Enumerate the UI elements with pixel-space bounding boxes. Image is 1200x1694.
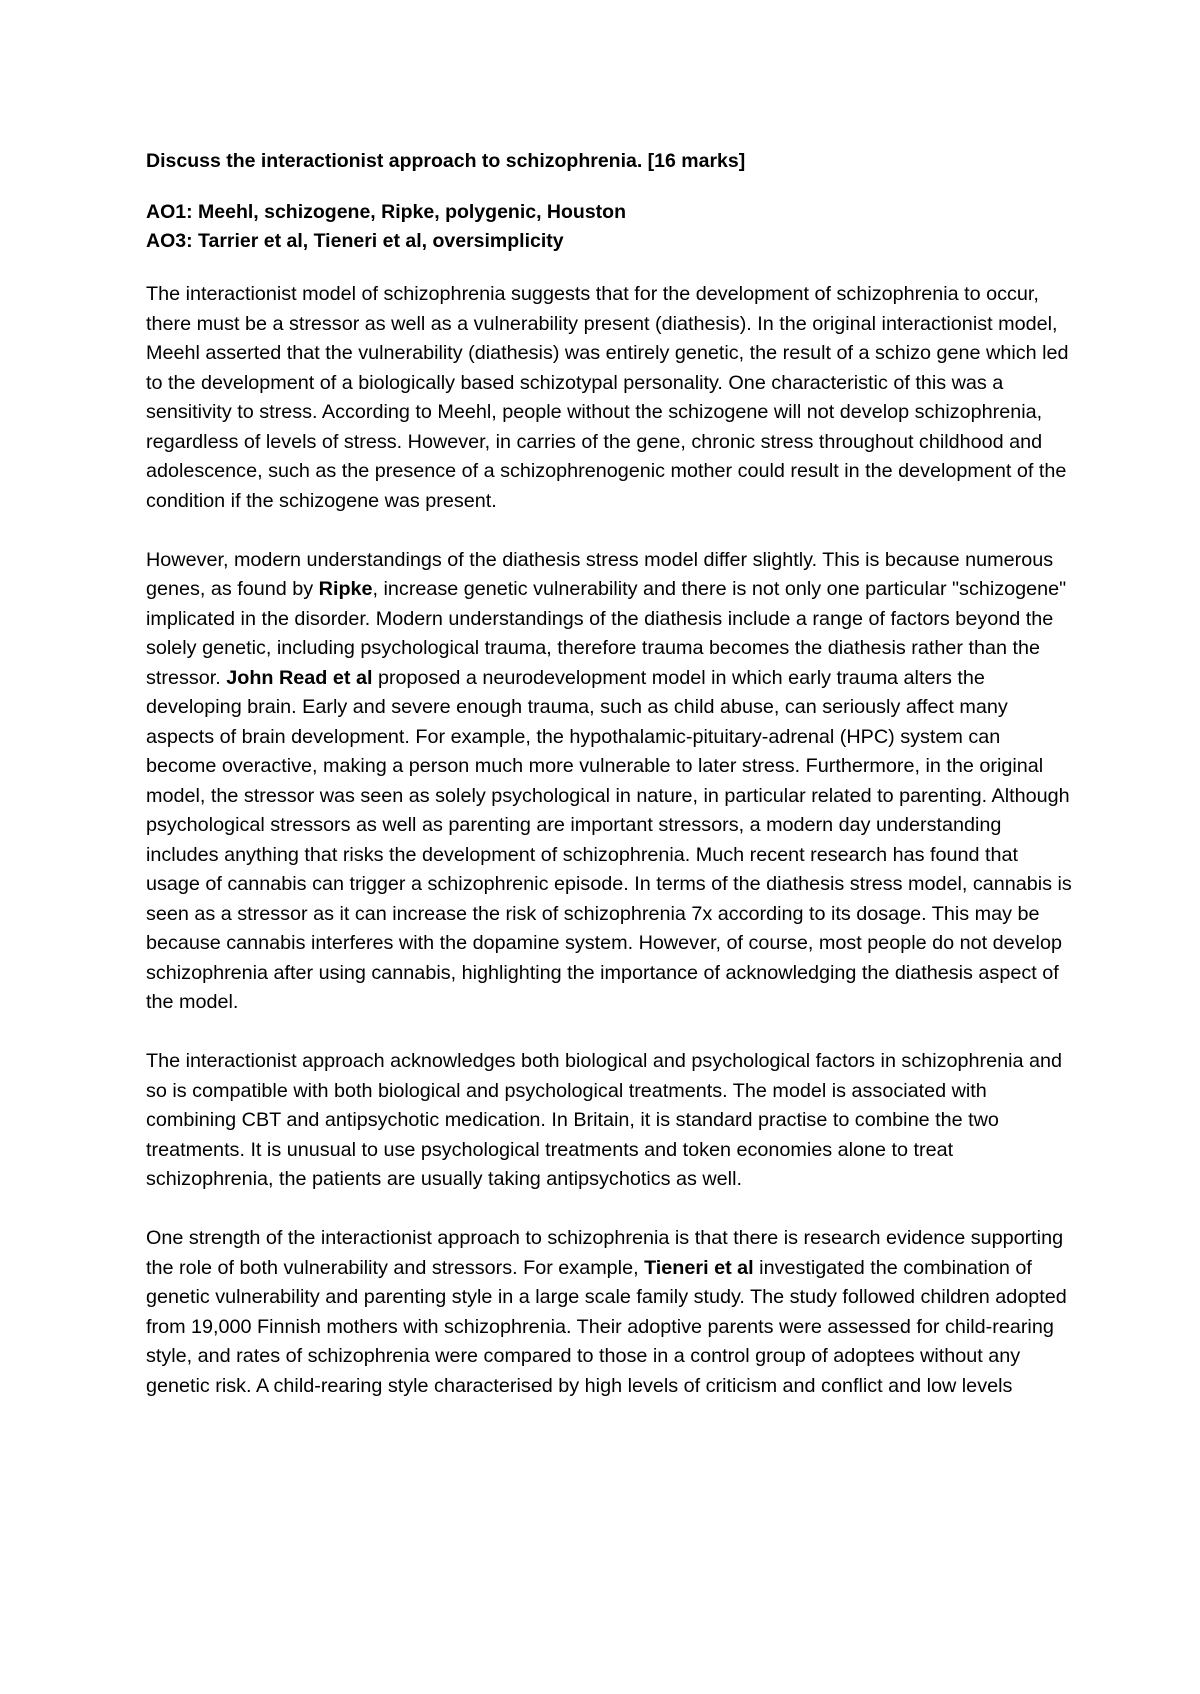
paragraph-2-bold-ripke: Ripke bbox=[318, 578, 373, 600]
ao3-line: AO3: Tarrier et al, Tieneri et al, oversimplicity bbox=[146, 230, 564, 252]
paragraph-2-bold-john-read: John Read et al bbox=[226, 666, 373, 689]
ao1-line: AO1: Meehl, schizogene, Ripke, polygenic, Houston bbox=[146, 201, 626, 223]
document-page bbox=[146, 146, 1076, 1431]
paragraph-1: The interactionist model of schizophrenia suggests that for the development of schizophrenia to occur, there must be a stressor as well as a vulnerability present (diathesis). In the original interactionist model, Meehl asserted that the vulnerability (diathesis) was entirely genetic, the result of a schizo gene which led to the development of a biologically based schizotypal personality. One characteristic of this was a sensitivity to stress. According to Meehl, people without the schizogene will not develop schizophrenia, regardless of levels of stress. However, in carries of the gene, chronic stress throughout childhood and adolescence, such as the presence of a schizophrenogenic mother could result in the development of the condition if the schizogene was present. bbox=[146, 283, 1069, 512]
paragraph-4-text-1: One strength of the interactionist approach to schizophrenia is that there is research evidence supporting the role of both vulnerability and stressors. For example, bbox=[146, 1227, 1064, 1279]
paragraph-2-text-1: However, modern understandings of the diathesis stress model differ slightly. This is because numerous genes, as found by bbox=[146, 548, 1054, 600]
paragraph-2-text-2: , increase genetic vulnerability and there is not only one particular "schizogene" implicated in the disorder. Modern understandings of the diathesis include a range of factors beyond the solely genetic, including psychological trauma, therefore trauma becomes the diathesis rather than the stressor. bbox=[146, 578, 1067, 689]
paragraph-3: The interactionist approach acknowledges both biological and psychological factors in schizophrenia and so is compatible with both biological and psychological treatments. The model is associated with combining CBT and antipsychotic medication. In Britain, it is standard practise to combine the two treatments. It is unusual to use psychological treatments and token economies alone to treat schizophrenia, the patients are usually taking antipsychotics as well. bbox=[146, 1050, 1062, 1190]
paragraph-2 bbox=[146, 546, 1076, 1018]
paragraph-4 bbox=[146, 1224, 1076, 1401]
paragraph-4-text-2: investigated the combination of genetic vulnerability and parenting style in a large scale family study. The study followed children adopted from 19,000 Finnish mothers with schizophrenia. Their adoptive parents were assessed for child-rearing style, and rates of schizophrenia were compared to those in a control group of adoptees without any genetic risk. A child-rearing style characterised by high levels of criticism and conflict and low levels bbox=[146, 1256, 1067, 1397]
paragraph-2-text-3: proposed a neurodevelopment model in which early trauma alters the developing brain. Early and severe enough trauma, such as child abuse, can seriously affect many aspects of brain development. For example, the hypothalamic-pituitary-adrenal (HPC) system can become overactive, making a person much more vulnerable to later stress. Furthermore, in the original model, the stressor was seen as solely psychological in nature, in particular related to parenting. Although psychological stressors as well as parenting are important stressors, a modern day understanding includes anything that risks the development of schizophrenia. Much recent research has found that usage of cannabis can trigger a schizophrenic episode. In terms of the diathesis stress model, cannabis is seen as a stressor as it can increase the risk of schizophrenia 7x according to its dosage. This may be because cannabis interferes with the dopamine system. However, of course, most people do not develop schizophrenia after using cannabis, highlighting the importance of acknowledging the diathesis aspect of the model. bbox=[146, 666, 1072, 1013]
paragraph-4-bold-tieneri: Tieneri et al bbox=[644, 1256, 754, 1279]
assessment-objectives bbox=[146, 198, 1076, 256]
document-title: Discuss the interactionist approach to schizophrenia. [16 marks] bbox=[146, 150, 746, 172]
